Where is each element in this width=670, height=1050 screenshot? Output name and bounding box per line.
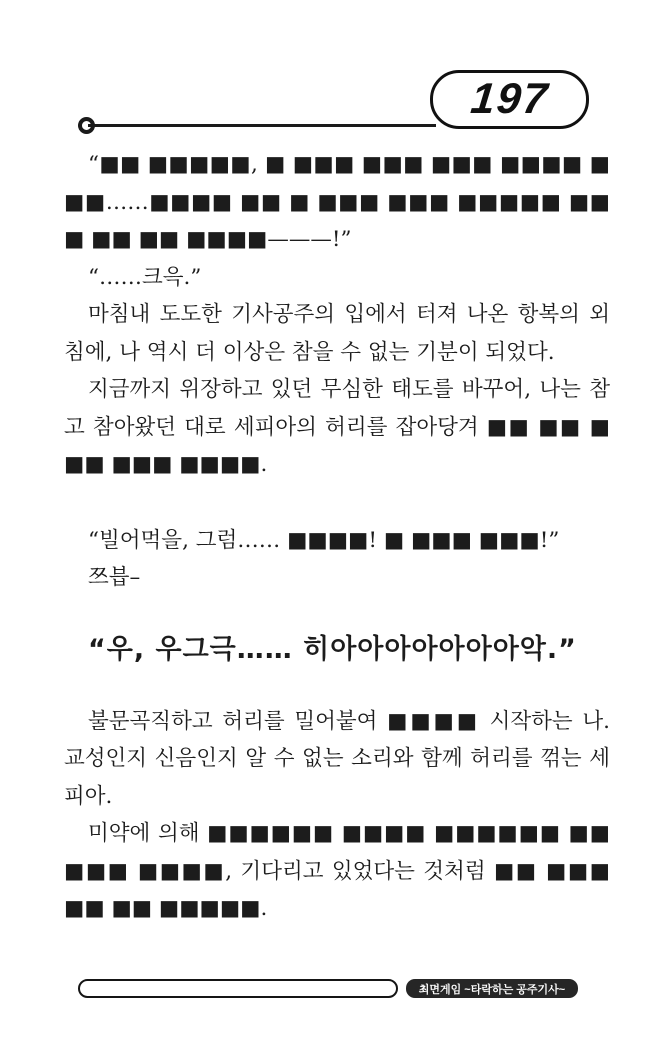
series-title: 최면게임 ~타락하는 공주기사~: [418, 983, 566, 996]
header-rule: [88, 124, 436, 127]
paragraph-spacer: [64, 673, 610, 703]
sfx-line: 쯔븝–: [88, 565, 141, 590]
emphasized-scream-line: “우, 우그극…… 히아아아아아아아악.”: [88, 633, 577, 665]
dialogue-line: “……크윽.”: [88, 264, 202, 290]
narrative-paragraph: 미약에 의해 ■■■■■■ ■■■■ ■■■■■■ ■■ ■■■ ■■■■, 기다리고 있었다는 것처럼 ■■ ■■■ ■■ ■■ ■■■■■.: [64, 821, 610, 921]
paragraph-spacer: [64, 484, 610, 522]
footer-title-badge: [406, 979, 578, 998]
page-number: 197: [468, 75, 551, 123]
narrative-paragraph: 마침내 도도한 기사공주의 입에서 터져 나온 항복의 외침에, 나 역시 더 이상은 참을 수 없는 기분이 되었다.: [64, 302, 610, 365]
dialogue-paragraph: “■■ ■■■■■, ■ ■■■ ■■■ ■■■ ■■■■ ■■■……■■■■ ■■ ■ ■■■ ■■■ ■■■■■ ■■■ ■■ ■■ ■■■■———!”: [64, 152, 610, 252]
dialogue-line: “빌어먹을, 그럼…… ■■■■! ■ ■■■ ■■■!”: [88, 527, 560, 553]
page-number-badge: [430, 70, 589, 129]
body-text: [64, 146, 610, 928]
footer-rule-pill: [78, 979, 398, 998]
narrative-paragraph: 불문곡직하고 허리를 밀어붙여 ■■■■ 시작하는 나. 교성인지 신음인지 알 수 없는 소리와 함께 허리를 꺾는 세피아.: [64, 708, 610, 809]
narrative-paragraph: 지금까지 위장하고 있던 무심한 태도를 바꾸어, 나는 참고 참아왔던 대로 세피아의 허리를 잡아당겨 ■■ ■■ ■■■ ■■■ ■■■■.: [64, 377, 610, 477]
paragraph-spacer: [64, 597, 610, 627]
